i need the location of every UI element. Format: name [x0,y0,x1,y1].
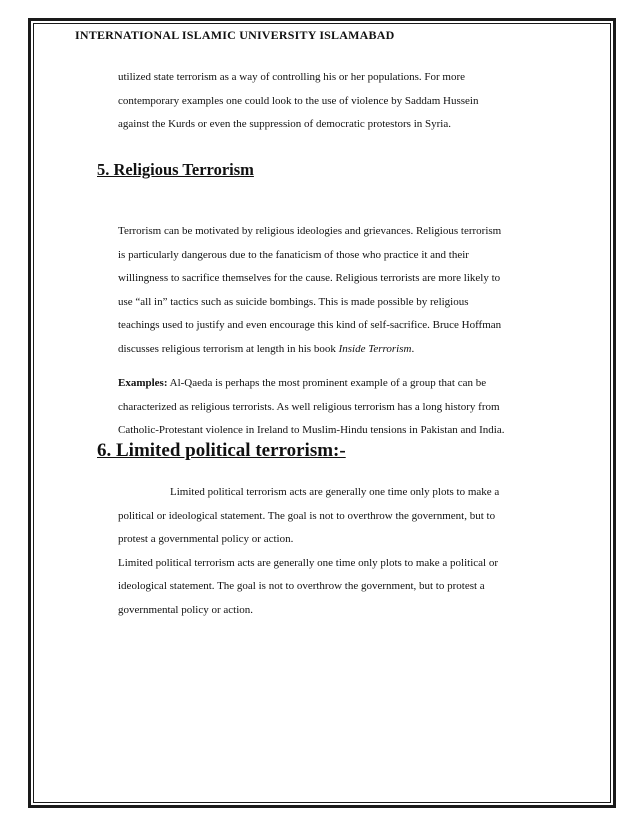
religious-terrorism-paragraph [118,220,578,361]
text-line: ideological statement. The goal is not to overthrow the government, but to protest a [118,580,485,592]
examples-label: Examples: [118,377,168,389]
section-6-heading: 6. Limited political terrorism:- [97,440,346,461]
examples-paragraph [118,372,578,443]
text-line: political or ideological statement. The goal is not to overthrow the government, but to [118,509,496,522]
text-line: Limited political terrorism acts are generally one time only plots to make a [170,486,500,498]
page-header: INTERNATIONAL ISLAMIC UNIVERSITY ISLAMABAD [75,28,395,42]
text-line: Terrorism can be motivated by religious ideologies and grievances. Religious terrorism [118,225,502,237]
text-line [118,338,578,362]
text-line: teachings used to justify and even encourage this kind of self-sacrifice. Bruce Hoffman [118,319,502,331]
text-line: is particularly dangerous due to the fanaticism of those who practice it and their [118,248,469,261]
text-line: governmental policy or action. [118,603,254,616]
text-line: Limited political terrorism acts are generally one time only plots to make a political or [118,556,498,569]
text-fragment: discusses religious terrorism at length in his book [118,342,339,355]
book-title: Inside Terrorism [338,342,412,355]
section-5-heading: 5. Religious Terrorism [97,160,254,179]
intro-paragraph [118,66,578,137]
text-line [118,372,578,396]
text-fragment: Al-Qaeda is perhaps the most prominent example of a group that can be [167,377,487,389]
text-fragment: . [411,342,415,355]
text-line: use “all in” tactics such as suicide bombings. This is made possible by religious [118,295,469,308]
text-line: characterized as religious terrorists. As well religious terrorism has a long history from [118,400,500,413]
text-line: willingness to sacrifice themselves for the cause. Religious terrorists are more likely to [118,272,501,284]
text-line: Catholic-Protestant violence in Ireland to Muslim-Hindu tensions in Pakistan and India. [118,424,505,436]
text-line: against the Kurds or even the suppression of democratic protestors in Syria. [118,118,451,130]
limited-political-terrorism-paragraph [118,481,578,622]
text-line: utilized state terrorism as a way of controlling his or her populations. For more [118,71,466,83]
text-line: protest a governmental policy or action. [118,533,294,545]
text-line: contemporary examples one could look to the use of violence by Saddam Hussein [118,94,479,107]
